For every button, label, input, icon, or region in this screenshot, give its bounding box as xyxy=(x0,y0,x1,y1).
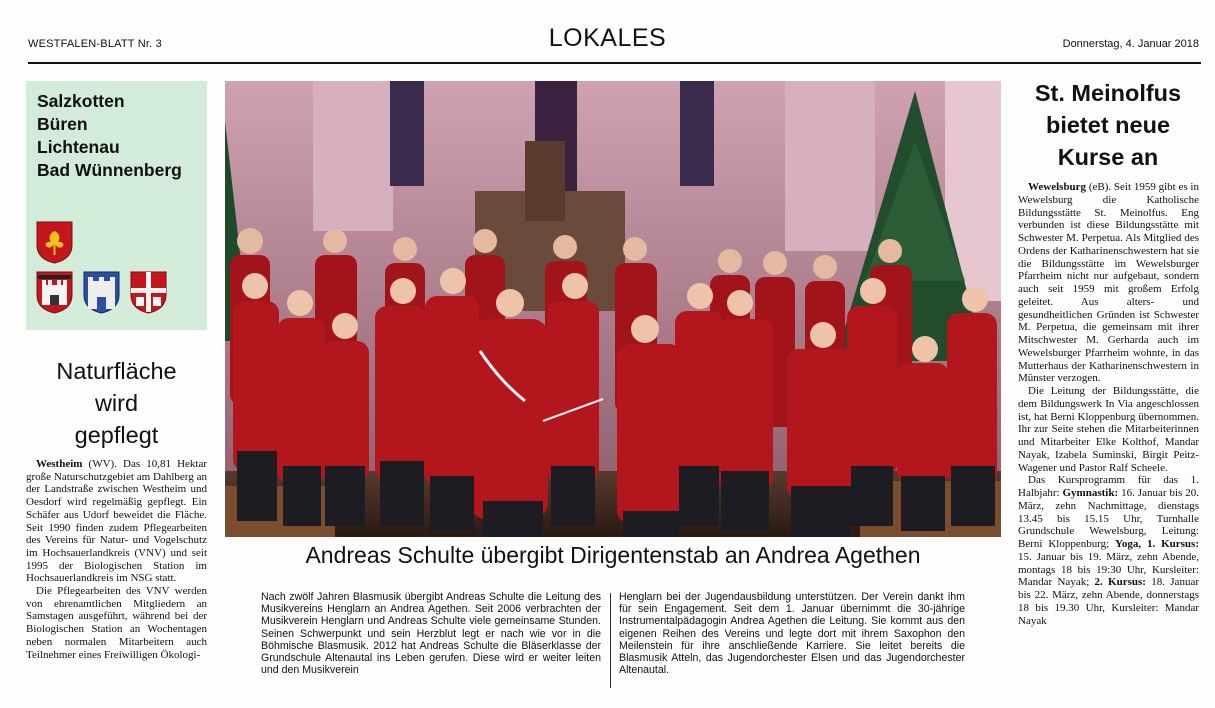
column-divider xyxy=(610,593,611,688)
photo-caption-headline: Andreas Schulte übergibt Dirigentenstab an Andrea Agethen xyxy=(305,542,921,568)
headline-line: wird xyxy=(94,390,139,416)
right-article-headline xyxy=(1017,77,1199,173)
bad-wuennenberg-crest-icon xyxy=(130,271,167,314)
paragraph-text: Die Pflegearbeiten des VNV werden von ehrenamtlichen Mitgliedern an Samstagen ausgeführt, während bei der Biologischen Station an Wochentagen neben normalen Mitarbeitern auch Teilnehmer eines Freiwilligen Ökologi- xyxy=(26,585,207,661)
course-text: 15. Januar bis 19. März, zehn Abende, montags 18 bis 19:30 Uhr, Kursleiter: Mandar Nayak; xyxy=(1018,550,1199,589)
headline-line: bietet neue xyxy=(1045,112,1171,138)
location-bueren: Büren xyxy=(37,114,88,134)
location-bad-wuennenberg: Bad Wünnenberg xyxy=(37,160,182,180)
location-salzkotten: Salzkotten xyxy=(37,91,125,111)
salzkotten-crest-icon xyxy=(36,221,73,264)
course-text: 18. Januar bis 22. März, zehn Abende, donnerstags 18 bis 19.30 Uhr, Kursleiter: Mandar Nayak xyxy=(1018,576,1199,627)
course-label: Yoga, 1. Kursus: xyxy=(1115,538,1199,550)
course-text: 16. Januar bis 20. März, zehn Nachmittage, dienstags 13.45 bis 15.15 Uhr, Turnhalle Grundschule Wewelsburg, Leitung: Berni Kloppenburg; xyxy=(1018,487,1199,550)
paragraph-text: (eB). Seit 1959 gibt es in Wewelsburg die Katholische Bildungsstätte St. Meinolfus. Eng verbunden ist diese Bildungsstätte mit Schwester M. Perpetua. Als Mitglied des Ordens der Katharinenschwestern hat sie die Bildungsstätte im Wewelsburger Pfarrheim nicht nur aufgebaut, sondern auch seit 1959 mit großem Erfolg geleitet. Aus alters- und gesundheitlichen Gründen ist Schwester M. Perpetua, die gemeinsam mit ihrer Mitschwester M. Gerharda auch im Wewelsburger Pfarrheim wohnte, in das Mutterhaus der Katharinenschwestern in Münster verzogen. xyxy=(1018,181,1199,385)
location-box xyxy=(26,81,207,330)
newspaper-issue: WESTFALEN-BLATT Nr. 3 xyxy=(28,38,162,50)
dateline: Westheim xyxy=(36,458,83,470)
left-article-body xyxy=(26,458,207,708)
course-label: 2. Kursus: xyxy=(1094,576,1146,589)
dateline: Wewelsburg xyxy=(1028,181,1087,193)
bueren-crest-icon xyxy=(36,271,73,314)
masthead xyxy=(0,0,1215,62)
paragraph-text: Das Kursprogramm für das 1. Halbjahr: xyxy=(1018,474,1199,499)
caption-text-column-1: Nach zwölf Jahren Blasmusik übergibt Andreas Schulte die Leitung des Musikvereins Henglarn an Andrea Agethen. Seit 2006 verbrachten der Musikverein Henglarn und Andreas Schulte viele gemeinsame Stunden. Seinen Schwerpunkt und sein Herzblut legt er nach wie vor in die Böhmische Blasmusik. 2012 hat Andreas Schulte die Bläserklasse der Grundschule Altenautal ins Leben gerufen. Diese wird er weiter leiten und den Musikverein xyxy=(261,591,601,677)
paragraph-text: Die Leitung der Bildungsstätte, die dem Bildungswerk In Via angeschlossen ist, hat Berni Kloppenburg übernommen. Ihr zur Seite stehen die Mitarbeiterinnen und Mitarbeiter Elke Kolthof, Mandar Nayak, Izabela Suminski, Birgit Peitz-Wagener und Pastor Ralf Scheele. xyxy=(1018,385,1199,474)
right-article-body xyxy=(1018,181,1199,708)
caption-text-column-2: Henglarn bei der Jugendausbildung unterstützen. Der Verein dankt ihm für sein Engagement. Seit dem 1. Januar übernimmt die 30-jährige Instrumentalpädagogin Andrea Agethen die Leitung. Sie kommt aus den eigenen Reihen des Vereins und legte dort mit ihrem Saxophon den Meilenstein für ihre anschließende Karriere. Sie leitet bereits die Blasmusik Atteln, das Jugendorchester Elsen und das Jugendorchester Altenautal. xyxy=(619,591,965,677)
paragraph-text: (WV). Das 10,81 Hektar große Naturschutzgebiet am Dahlberg an der Landstraße zwischen Westheim und Oesdorf wird regelmäßig gepflegt. Ein Schäfer aus Udorf beweidet die Fläche. Seit 1990 finden zudem Pflegearbeiten des Vereins für Natur- und Vogelschutz im Hochsauerlandkreis (VNV) und seit 1995 der Biologischen Station im Hochsauerlandkreis im NSG statt. xyxy=(26,458,207,585)
course-label: Gymnastik: xyxy=(1062,487,1119,499)
headline-line: St. Meinolfus xyxy=(1034,80,1182,106)
headline-line: Naturfläche xyxy=(56,358,177,384)
masthead-rule xyxy=(28,62,1201,64)
lichtenau-crest-icon xyxy=(83,271,120,314)
headline-line: Kurse an xyxy=(1057,144,1159,170)
section-title: LOKALES xyxy=(548,24,667,52)
location-list xyxy=(37,90,182,182)
orchestra-photo xyxy=(225,81,1001,537)
location-lichtenau: Lichtenau xyxy=(37,137,120,157)
left-article-headline xyxy=(26,355,207,451)
headline-line: gepflegt xyxy=(74,422,159,448)
issue-date: Donnerstag, 4. Januar 2018 xyxy=(1062,38,1199,50)
